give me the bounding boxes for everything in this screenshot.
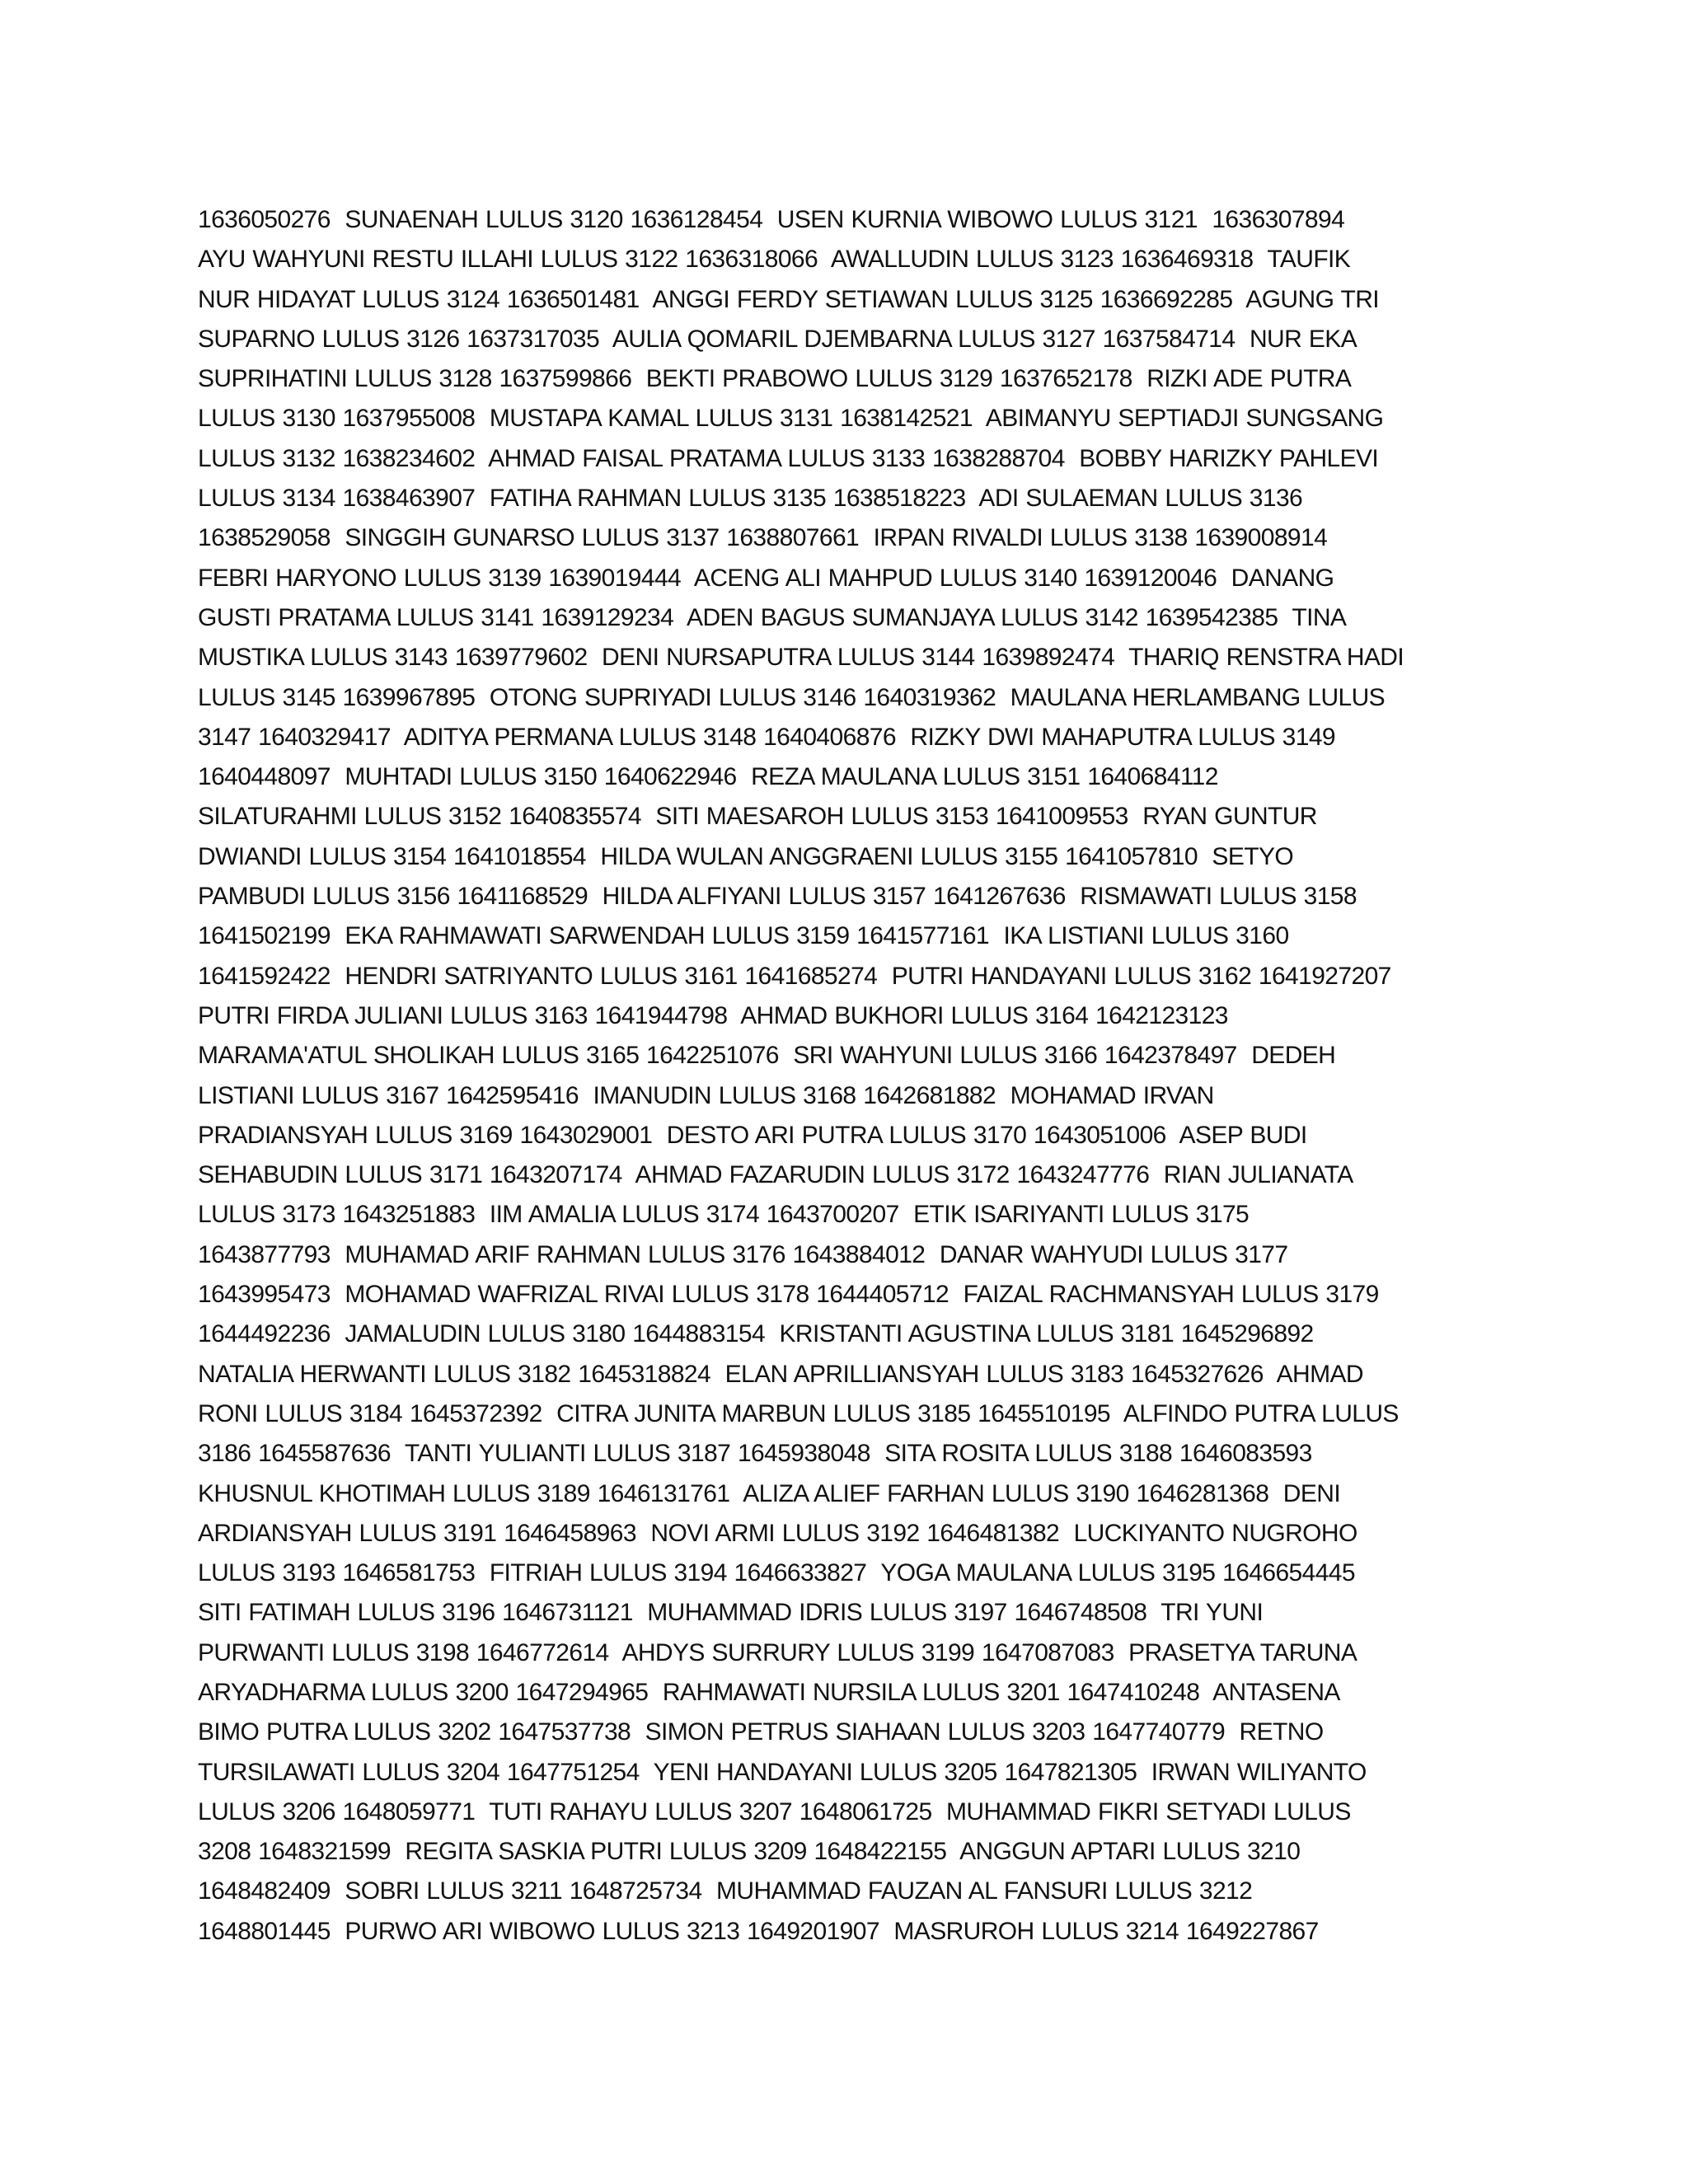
text-line: FEBRI HARYONO LULUS 3139 1639019444 ACENG ALI MAHPUD LULUS 3140 1639120046 DANANG <box>198 564 1334 592</box>
text-line: SUPRIHATINI LULUS 3128 1637599866 BEKTI PRABOWO LULUS 3129 1637652178 RIZKI ADE PUTRA <box>198 365 1352 393</box>
text-line: 1641502199 EKA RAHMAWATI SARWENDAH LULUS 3159 1641577161 IKA LISTIANI LULUS 3160 <box>198 922 1289 950</box>
text-line: NATALIA HERWANTI LULUS 3182 1645318824 ELAN APRILLIANSYAH LULUS 3183 1645327626 AHMAD <box>198 1360 1363 1388</box>
document-body <box>198 200 1508 1952</box>
text-line: NUR HIDAYAT LULUS 3124 1636501481 ANGGI FERDY SETIAWAN LULUS 3125 1636692285 AGUNG TRI <box>198 285 1380 313</box>
text-line: 1644492236 JAMALUDIN LULUS 3180 1644883154 KRISTANTI AGUSTINA LULUS 3181 1645296892 <box>198 1320 1314 1348</box>
text-line: LULUS 3173 1643251883 IIM AMALIA LULUS 3174 1643700207 ETIK ISARIYANTI LULUS 3175 <box>198 1201 1250 1229</box>
text-line: SILATURAHMI LULUS 3152 1640835574 SITI MAESAROH LULUS 3153 1641009553 RYAN GUNTUR <box>198 803 1317 831</box>
text-line: LULUS 3206 1648059771 TUTI RAHAYU LULUS 3207 1648061725 MUHAMMAD FIKRI SETYADI LULUS <box>198 1797 1351 1825</box>
text-line: 3186 1645587636 TANTI YULIANTI LULUS 3187 1645938048 SITA ROSITA LULUS 3188 1646083593 <box>198 1440 1312 1468</box>
text-line: SEHABUDIN LULUS 3171 1643207174 AHMAD FAZARUDIN LULUS 3172 1643247776 RIAN JULIANATA <box>198 1161 1353 1189</box>
text-line: LULUS 3193 1646581753 FITRIAH LULUS 3194 1646633827 YOGA MAULANA LULUS 3195 1646654445 <box>198 1559 1355 1587</box>
text-line: LISTIANI LULUS 3167 1642595416 IMANUDIN LULUS 3168 1642681882 MOHAMAD IRVAN <box>198 1081 1214 1109</box>
text-line: TURSILAWATI LULUS 3204 1647751254 YENI HANDAYANI LULUS 3205 1647821305 IRWAN WILIYANTO <box>198 1758 1367 1786</box>
text-line: SITI FATIMAH LULUS 3196 1646731121 MUHAMMAD IDRIS LULUS 3197 1646748508 TRI YUNI <box>198 1599 1264 1627</box>
text-line: MUSTIKA LULUS 3143 1639779602 DENI NURSAPUTRA LULUS 3144 1639892474 THARIQ RENSTRA HADI <box>198 644 1404 672</box>
text-line: 1641592422 HENDRI SATRIYANTO LULUS 3161 1641685274 PUTRI HANDAYANI LULUS 3162 1641927207 <box>198 962 1391 990</box>
text-line: BIMO PUTRA LULUS 3202 1647537738 SIMON PETRUS SIAHAAN LULUS 3203 1647740779 RETNO <box>198 1718 1324 1746</box>
text-line: PUTRI FIRDA JULIANI LULUS 3163 1641944798 AHMAD BUKHORI LULUS 3164 1642123123 <box>198 1001 1228 1029</box>
text-line: PAMBUDI LULUS 3156 1641168529 HILDA ALFIYANI LULUS 3157 1641267636 RISMAWATI LULUS 3158 <box>198 883 1357 911</box>
text-line: LULUS 3132 1638234602 AHMAD FAISAL PRATAMA LULUS 3133 1638288704 BOBBY HARIZKY PAHLEVI <box>198 444 1379 472</box>
text-line: KHUSNUL KHOTIMAH LULUS 3189 1646131761 ALIZA ALIEF FARHAN LULUS 3190 1646281368 DENI <box>198 1479 1341 1507</box>
text-line: 1640448097 MUHTADI LULUS 3150 1640622946 REZA MAULANA LULUS 3151 1640684112 <box>198 763 1218 791</box>
text-line: 1648801445 PURWO ARI WIBOWO LULUS 3213 1649201907 MASRUROH LULUS 3214 1649227867 <box>198 1917 1319 1945</box>
text-line: 1643877793 MUHAMAD ARIF RAHMAN LULUS 3176 1643884012 DANAR WAHYUDI LULUS 3177 <box>198 1240 1288 1268</box>
text-line: AYU WAHYUNI RESTU ILLAHI LULUS 3122 1636318066 AWALLUDIN LULUS 3123 1636469318 TAUFIK <box>198 246 1351 274</box>
text-line: SUPARNO LULUS 3126 1637317035 AULIA QOMARIL DJEMBARNA LULUS 3127 1637584714 NUR EKA <box>198 325 1357 353</box>
text-line: ARYADHARMA LULUS 3200 1647294965 RAHMAWATI NURSILA LULUS 3201 1647410248 ANTASENA <box>198 1678 1340 1706</box>
text-line: 1643995473 MOHAMAD WAFRIZAL RIVAI LULUS 3178 1644405712 FAIZAL RACHMANSYAH LULUS 3179 <box>198 1281 1379 1309</box>
text-line: GUSTI PRATAMA LULUS 3141 1639129234 ADEN BAGUS SUMANJAYA LULUS 3142 1639542385 TINA <box>198 603 1347 631</box>
text-line: ARDIANSYAH LULUS 3191 1646458963 NOVI ARMI LULUS 3192 1646481382 LUCKIYANTO NUGROHO <box>198 1519 1357 1547</box>
text-line: LULUS 3134 1638463907 FATIHA RAHMAN LULUS 3135 1638518223 ADI SULAEMAN LULUS 3136 <box>198 485 1303 513</box>
text-line: 3147 1640329417 ADITYA PERMANA LULUS 3148 1640406876 RIZKY DWI MAHAPUTRA LULUS 3149 <box>198 723 1336 751</box>
text-line: PURWANTI LULUS 3198 1646772614 AHDYS SURRURY LULUS 3199 1647087083 PRASETYA TARUNA <box>198 1638 1357 1666</box>
text-line: PRADIANSYAH LULUS 3169 1643029001 DESTO ARI PUTRA LULUS 3170 1643051006 ASEP BUDI <box>198 1121 1307 1149</box>
text-line: 1638529058 SINGGIH GUNARSO LULUS 3137 1638807661 IRPAN RIVALDI LULUS 3138 1639008914 <box>198 524 1328 552</box>
text-line: DWIANDI LULUS 3154 1641018554 HILDA WULAN ANGGRAENI LULUS 3155 1641057810 SETYO <box>198 842 1294 870</box>
text-line: LULUS 3130 1637955008 MUSTAPA KAMAL LULUS 3131 1638142521 ABIMANYU SEPTIADJI SUNGSANG <box>198 405 1384 433</box>
text-line: MARAMA'ATUL SHOLIKAH LULUS 3165 1642251076 SRI WAHYUNI LULUS 3166 1642378497 DEDEH <box>198 1042 1336 1070</box>
text-line: RONI LULUS 3184 1645372392 CITRA JUNITA MARBUN LULUS 3185 1645510195 ALFINDO PUTRA LULUS <box>198 1399 1399 1427</box>
text-line: LULUS 3145 1639967895 OTONG SUPRIYADI LULUS 3146 1640319362 MAULANA HERLAMBANG LULUS <box>198 683 1386 711</box>
text-line: 1636050276 SUNAENAH LULUS 3120 1636128454 USEN KURNIA WIBOWO LULUS 3121 1636307894 <box>198 206 1345 233</box>
text-line: 1648482409 SOBRI LULUS 3211 1648725734 MUHAMMAD FAUZAN AL FANSURI LULUS 3212 <box>198 1877 1253 1905</box>
text-line: 3208 1648321599 REGITA SASKIA PUTRI LULUS 3209 1648422155 ANGGUN APTARI LULUS 3210 <box>198 1838 1301 1866</box>
